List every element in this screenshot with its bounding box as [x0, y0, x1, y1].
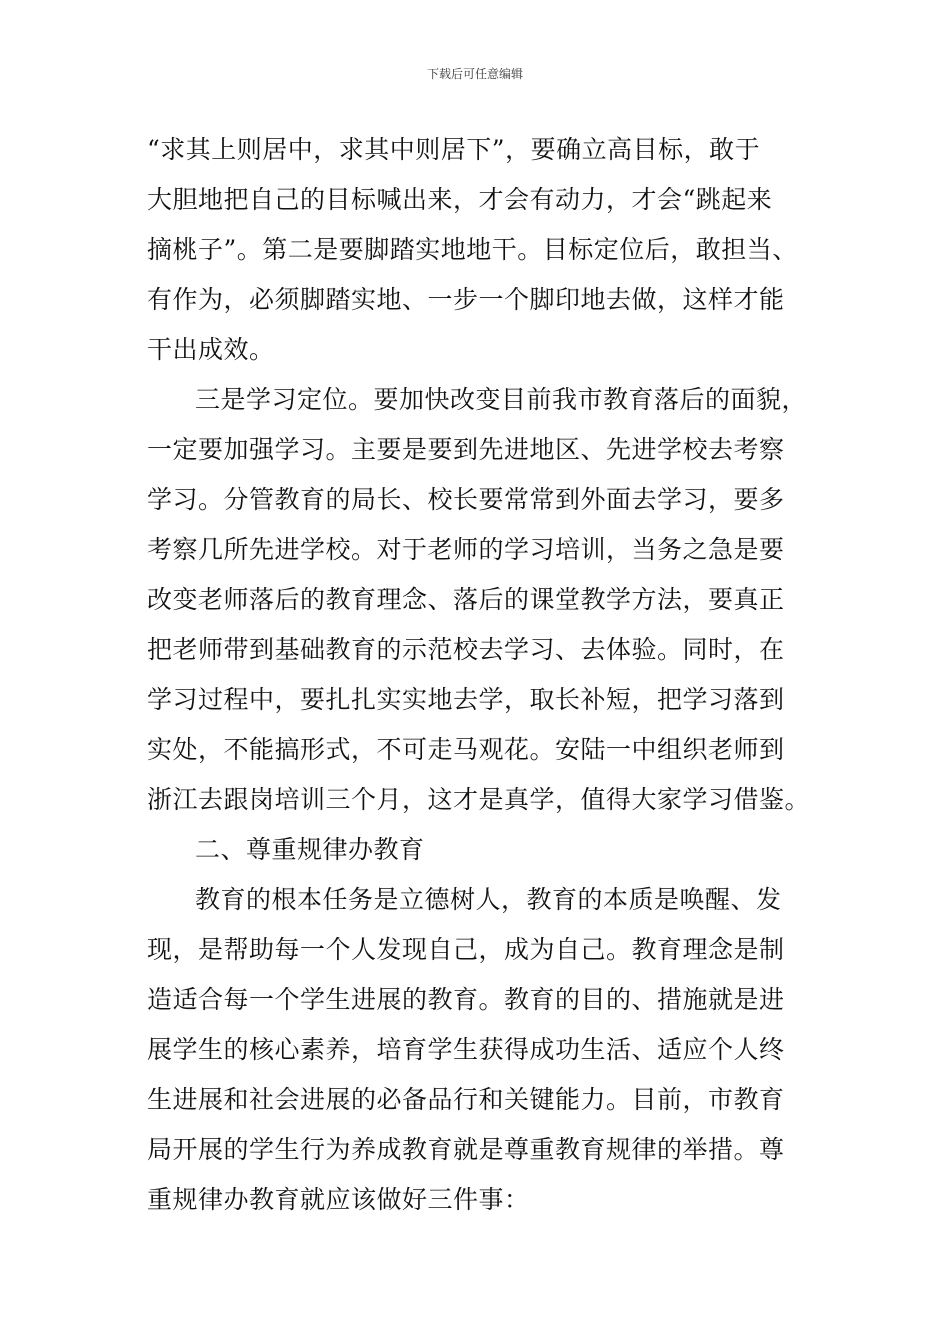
text-line: 重规律办教育就应该做好三件事： — [147, 1185, 530, 1214]
paragraph-first-line: 教育的根本任务是立德树人，教育的本质是唤醒、发 — [195, 885, 782, 914]
text-line: 摘桃子”。第二是要脚踏实地地干。目标定位后，敢担当、 — [147, 235, 798, 264]
text-line: 造适合每一个学生进展的教育。教育的目的、措施就是进 — [147, 985, 785, 1014]
text-line: 学习过程中，要扎扎实实地去学，取长补短，把学习落到 — [147, 685, 785, 714]
section-heading: 二、尊重规律办教育 — [195, 835, 425, 864]
page-header: 下载后可任意编辑 — [426, 67, 523, 81]
text-line: 实处，不能搞形式，不可走马观花。安陆一中组织老师到 — [147, 735, 785, 764]
text-line: 考察几所先进学校。对于老师的学习培训，当务之急是要 — [147, 535, 785, 564]
text-line: 现，是帮助每一个人发现自己，成为自己。教育理念是制 — [147, 935, 785, 964]
text-line: 干出成效。 — [147, 335, 275, 364]
paragraph-first-line: 三是学习定位。要加快改变目前我市教育落后的面貌， — [195, 385, 808, 414]
text-line: 把老师带到基础教育的示范校去学习、去体验。同时，在 — [147, 635, 785, 664]
text-line: 一定要加强学习。主要是要到先进地区、先进学校去考察 — [147, 435, 785, 464]
text-line: 大胆地把自己的目标喊出来，才会有动力，才会“跳起来 — [147, 185, 773, 214]
text-line: 有作为，必须脚踏实地、一步一个脚印地去做，这样才能 — [147, 285, 785, 314]
text-line: 局开展的学生行为养成教育就是尊重教育规律的举措。尊 — [147, 1135, 785, 1164]
text-line: 学习。分管教育的局长、校长要常常到外面去学习，要多 — [147, 485, 785, 514]
text-line: 生进展和社会进展的必备品行和关键能力。目前，市教育 — [147, 1085, 785, 1114]
text-line: 展学生的核心素养，培育学生获得成功生活、适应个人终 — [147, 1035, 785, 1064]
text-line: 浙江去跟岗培训三个月，这才是真学，值得大家学习借鉴。 — [147, 785, 811, 814]
text-line: 改变老师落后的教育理念、落后的课堂教学方法，要真正 — [147, 585, 785, 614]
text-line: “求其上则居中，求其中则居下”，要确立高目标，敢于 — [147, 135, 761, 164]
